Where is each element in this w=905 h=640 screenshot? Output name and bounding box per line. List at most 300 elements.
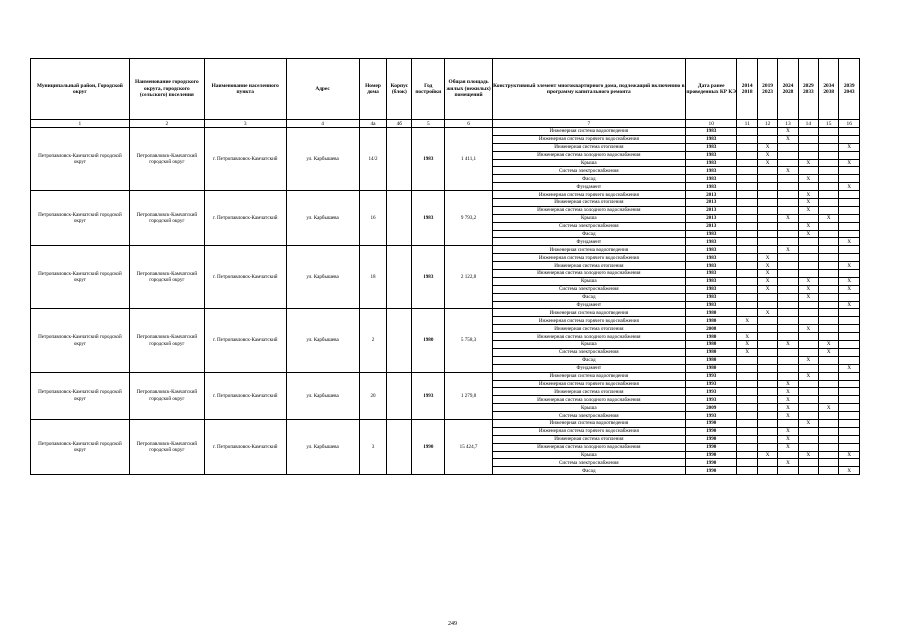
period-mark-cell <box>737 246 757 254</box>
column-number: 13 <box>778 120 798 128</box>
element-cell: Инженерная система холодного водоснабжения <box>492 443 685 451</box>
period-mark-cell <box>819 419 839 427</box>
header-cell: Муниципальный район, Городской округ <box>31 59 130 120</box>
period-mark-cell <box>778 143 798 151</box>
period-mark-cell: X <box>819 404 839 412</box>
period-mark-cell <box>737 151 757 159</box>
element-cell: Фасад <box>492 356 685 364</box>
period-mark-cell <box>819 246 839 254</box>
period-mark-cell <box>757 333 777 341</box>
previous-repair-date-cell: 1983 <box>685 183 737 191</box>
previous-repair-date-cell: 1990 <box>685 419 737 427</box>
period-mark-cell <box>757 396 777 404</box>
period-mark-cell <box>737 435 757 443</box>
period-mark-cell: X <box>798 372 818 380</box>
period-mark-cell <box>737 412 757 420</box>
element-cell: Фасад <box>492 175 685 183</box>
previous-repair-date-cell: 2013 <box>685 191 737 199</box>
previous-repair-date-cell: 1980 <box>685 317 737 325</box>
period-mark-cell <box>757 325 777 333</box>
period-mark-cell <box>757 135 777 143</box>
period-mark-cell: X <box>737 341 757 349</box>
period-mark-cell <box>737 364 757 372</box>
period-mark-cell <box>757 175 777 183</box>
district-cell: Петропавловск-Камчатский городской округ <box>31 246 130 309</box>
locality-cell: г. Петропавловск-Камчатский <box>204 419 286 474</box>
element-cell: Инженерная система водоотведения <box>492 309 685 317</box>
header-cell: 2034 2038 <box>819 59 839 120</box>
block-cell <box>387 372 412 419</box>
period-mark-cell <box>757 128 777 136</box>
previous-repair-date-cell: 1983 <box>685 128 737 136</box>
previous-repair-date-cell: 1983 <box>685 159 737 167</box>
period-mark-cell <box>839 325 860 333</box>
period-mark-cell: X <box>839 301 860 309</box>
column-number: 11 <box>737 120 757 128</box>
period-mark-cell: X <box>757 309 777 317</box>
period-mark-cell <box>757 301 777 309</box>
period-mark-cell <box>839 222 860 230</box>
period-mark-cell <box>839 372 860 380</box>
locality-cell: г. Петропавловск-Камчатский <box>204 191 286 246</box>
period-mark-cell <box>778 285 798 293</box>
period-mark-cell: X <box>839 183 860 191</box>
header-cell: 2019 2023 <box>757 59 777 120</box>
period-mark-cell <box>798 183 818 191</box>
previous-repair-date-cell: 1983 <box>685 143 737 151</box>
period-mark-cell: X <box>798 159 818 167</box>
previous-repair-date-cell: 1990 <box>685 467 737 475</box>
period-mark-cell <box>757 467 777 475</box>
period-mark-cell <box>757 412 777 420</box>
period-mark-cell: X <box>839 143 860 151</box>
element-cell: Крыша <box>492 341 685 349</box>
block-cell <box>387 246 412 309</box>
period-mark-cell <box>839 214 860 222</box>
period-mark-cell <box>757 443 777 451</box>
area-cell: 5 758,3 <box>445 309 492 372</box>
period-mark-cell <box>819 222 839 230</box>
period-mark-cell: X <box>757 159 777 167</box>
period-mark-cell <box>839 270 860 278</box>
period-mark-cell <box>819 317 839 325</box>
previous-repair-date-cell: 1983 <box>685 277 737 285</box>
period-mark-cell <box>778 451 798 459</box>
period-mark-cell <box>757 199 777 207</box>
house-group <box>31 419 860 474</box>
block-cell <box>387 191 412 246</box>
period-mark-cell <box>757 191 777 199</box>
period-mark-cell <box>798 309 818 317</box>
period-mark-cell: X <box>798 451 818 459</box>
period-mark-cell <box>778 262 798 270</box>
period-mark-cell <box>819 459 839 467</box>
period-mark-cell <box>737 214 757 222</box>
header-cell: Наименование населенного пункта <box>204 59 286 120</box>
period-mark-cell <box>839 443 860 451</box>
period-mark-cell <box>819 356 839 364</box>
element-cell: Фасад <box>492 230 685 238</box>
period-mark-cell <box>737 309 757 317</box>
street-cell: ул. Карбышева <box>286 246 359 309</box>
period-mark-cell: X <box>737 333 757 341</box>
period-mark-cell <box>798 254 818 262</box>
period-mark-cell <box>757 364 777 372</box>
previous-repair-date-cell: 1980 <box>685 364 737 372</box>
period-mark-cell <box>778 230 798 238</box>
previous-repair-date-cell: 1983 <box>685 262 737 270</box>
period-mark-cell <box>757 348 777 356</box>
period-mark-cell <box>798 270 818 278</box>
period-mark-cell <box>757 388 777 396</box>
period-mark-cell <box>839 175 860 183</box>
period-mark-cell: X <box>778 459 798 467</box>
period-mark-cell <box>778 183 798 191</box>
period-mark-cell: X <box>778 443 798 451</box>
period-mark-cell: X <box>839 285 860 293</box>
period-mark-cell: X <box>839 467 860 475</box>
period-mark-cell <box>839 380 860 388</box>
period-mark-cell <box>737 199 757 207</box>
period-mark-cell: X <box>798 230 818 238</box>
period-mark-cell <box>819 199 839 207</box>
column-number-row <box>31 120 860 128</box>
period-mark-cell: X <box>819 341 839 349</box>
previous-repair-date-cell: 1983 <box>685 293 737 301</box>
period-mark-cell <box>819 309 839 317</box>
house-group <box>31 372 860 419</box>
period-mark-cell: X <box>757 143 777 151</box>
house-number-cell: 2 <box>359 309 387 372</box>
column-number: 4б <box>387 120 412 128</box>
area-cell: 2 122,8 <box>445 246 492 309</box>
period-mark-cell: X <box>778 128 798 136</box>
previous-repair-date-cell: 1980 <box>685 356 737 364</box>
period-mark-cell <box>839 128 860 136</box>
previous-repair-date-cell: 1983 <box>685 285 737 293</box>
period-mark-cell: X <box>737 348 757 356</box>
capital-repair-table <box>30 58 860 475</box>
period-mark-cell <box>757 372 777 380</box>
period-mark-cell <box>819 159 839 167</box>
table-row <box>31 128 860 136</box>
period-mark-cell <box>757 317 777 325</box>
period-mark-cell <box>737 325 757 333</box>
period-mark-cell <box>737 191 757 199</box>
element-cell: Система электроснабжения <box>492 348 685 356</box>
previous-repair-date-cell: 2009 <box>685 404 737 412</box>
period-mark-cell <box>737 356 757 364</box>
element-cell: Инженерная система отопления <box>492 325 685 333</box>
table-row <box>31 191 860 199</box>
element-cell: Инженерная система горячего водоснабжения <box>492 427 685 435</box>
period-mark-cell: X <box>798 222 818 230</box>
house-number-cell: 20 <box>359 372 387 419</box>
element-cell: Инженерная система отопления <box>492 199 685 207</box>
period-mark-cell: X <box>798 175 818 183</box>
period-mark-cell <box>798 238 818 246</box>
column-number: 7 <box>492 120 685 128</box>
period-mark-cell <box>819 151 839 159</box>
element-cell: Инженерная система холодного водоснабжения <box>492 333 685 341</box>
period-mark-cell <box>737 388 757 396</box>
period-mark-cell <box>757 222 777 230</box>
period-mark-cell <box>757 404 777 412</box>
period-mark-cell: X <box>839 364 860 372</box>
page-number: 249 <box>448 621 457 627</box>
previous-repair-date-cell: 1980 <box>685 333 737 341</box>
period-mark-cell: X <box>819 214 839 222</box>
settlement-cell: Петропавловск-Камчатский городской округ <box>129 309 204 372</box>
period-mark-cell: X <box>798 199 818 207</box>
period-mark-cell <box>737 262 757 270</box>
previous-repair-date-cell: 1980 <box>685 341 737 349</box>
district-cell: Петропавловск-Камчатский городской округ <box>31 309 130 372</box>
period-mark-cell: X <box>839 277 860 285</box>
settlement-cell: Петропавловск-Камчатский городской округ <box>129 419 204 474</box>
period-mark-cell <box>737 419 757 427</box>
period-mark-cell <box>839 199 860 207</box>
period-mark-cell <box>737 396 757 404</box>
period-mark-cell <box>798 467 818 475</box>
element-cell: Система электроснабжения <box>492 412 685 420</box>
header-cell: Год постройки <box>412 59 445 120</box>
column-number: 4 <box>286 120 359 128</box>
period-mark-cell: X <box>757 270 777 278</box>
period-mark-cell <box>839 246 860 254</box>
previous-repair-date-cell: 1983 <box>685 230 737 238</box>
period-mark-cell: X <box>778 435 798 443</box>
period-mark-cell <box>819 183 839 191</box>
period-mark-cell <box>737 372 757 380</box>
period-mark-cell <box>757 459 777 467</box>
element-cell: Система электроснабжения <box>492 459 685 467</box>
period-mark-cell <box>778 301 798 309</box>
period-mark-cell <box>839 404 860 412</box>
block-cell <box>387 309 412 372</box>
period-mark-cell: X <box>757 277 777 285</box>
period-mark-cell <box>819 364 839 372</box>
period-mark-cell <box>819 380 839 388</box>
element-cell: Инженерная система холодного водоснабжения <box>492 151 685 159</box>
period-mark-cell <box>839 356 860 364</box>
element-cell: Фундамент <box>492 183 685 191</box>
period-mark-cell <box>778 277 798 285</box>
period-mark-cell <box>778 199 798 207</box>
period-mark-cell <box>798 246 818 254</box>
period-mark-cell <box>798 151 818 159</box>
period-mark-cell <box>819 301 839 309</box>
period-mark-cell <box>778 364 798 372</box>
period-mark-cell <box>798 262 818 270</box>
period-mark-cell <box>737 206 757 214</box>
previous-repair-date-cell: 1980 <box>685 348 737 356</box>
area-cell: 15 424,7 <box>445 419 492 474</box>
element-cell: Инженерная система водоотведения <box>492 419 685 427</box>
period-mark-cell <box>819 396 839 404</box>
column-number: 1 <box>31 120 130 128</box>
column-number: 15 <box>819 120 839 128</box>
period-mark-cell <box>839 135 860 143</box>
period-mark-cell <box>757 356 777 364</box>
element-cell: Фасад <box>492 467 685 475</box>
column-number: 4а <box>359 120 387 128</box>
period-mark-cell <box>778 356 798 364</box>
house-number-cell: 14/2 <box>359 128 387 191</box>
period-mark-cell <box>819 230 839 238</box>
column-number: 6 <box>445 120 492 128</box>
column-number: 10 <box>685 120 737 128</box>
period-mark-cell: X <box>778 135 798 143</box>
period-mark-cell <box>798 214 818 222</box>
period-mark-cell <box>839 309 860 317</box>
period-mark-cell <box>737 128 757 136</box>
table-row <box>31 246 860 254</box>
period-mark-cell <box>778 419 798 427</box>
house-group <box>31 128 860 191</box>
period-mark-cell <box>778 372 798 380</box>
element-cell: Инженерная система водоотведения <box>492 372 685 380</box>
element-cell: Инженерная система отопления <box>492 143 685 151</box>
period-mark-cell <box>839 435 860 443</box>
element-cell: Инженерная система отопления <box>492 388 685 396</box>
previous-repair-date-cell: 2013 <box>685 206 737 214</box>
period-mark-cell <box>778 333 798 341</box>
period-mark-cell <box>839 427 860 435</box>
period-mark-cell <box>798 143 818 151</box>
previous-repair-date-cell: 1990 <box>685 451 737 459</box>
previous-repair-date-cell: 1990 <box>685 443 737 451</box>
element-cell: Инженерная система холодного водоснабжения <box>492 396 685 404</box>
period-mark-cell <box>778 467 798 475</box>
table-row <box>31 372 860 380</box>
period-mark-cell: X <box>778 246 798 254</box>
period-mark-cell <box>757 206 777 214</box>
previous-repair-date-cell: 1983 <box>685 167 737 175</box>
period-mark-cell <box>737 451 757 459</box>
period-mark-cell <box>819 467 839 475</box>
previous-repair-date-cell: 2013 <box>685 222 737 230</box>
table-row <box>31 419 860 427</box>
period-mark-cell <box>798 435 818 443</box>
period-mark-cell <box>757 214 777 222</box>
district-cell: Петропавловск-Камчатский городской округ <box>31 372 130 419</box>
build-year-cell: 1983 <box>412 246 445 309</box>
period-mark-cell <box>839 230 860 238</box>
header-cell: Дата ранее проведенных КР КЭ <box>685 59 737 120</box>
period-mark-cell <box>839 254 860 262</box>
period-mark-cell <box>819 167 839 175</box>
period-mark-cell <box>737 230 757 238</box>
previous-repair-date-cell: 1993 <box>685 412 737 420</box>
period-mark-cell: X <box>778 341 798 349</box>
previous-repair-date-cell: 1993 <box>685 396 737 404</box>
previous-repair-date-cell: 2008 <box>685 325 737 333</box>
period-mark-cell <box>798 128 818 136</box>
period-mark-cell <box>819 277 839 285</box>
period-mark-cell <box>737 159 757 167</box>
element-cell: Инженерная система горячего водоснабжения <box>492 191 685 199</box>
period-mark-cell: X <box>798 206 818 214</box>
period-mark-cell: X <box>737 317 757 325</box>
build-year-cell: 1980 <box>412 309 445 372</box>
period-mark-cell <box>737 175 757 183</box>
area-cell: 9 793,2 <box>445 191 492 246</box>
period-mark-cell <box>839 206 860 214</box>
table-row <box>31 309 860 317</box>
period-mark-cell: X <box>778 412 798 420</box>
period-mark-cell <box>819 325 839 333</box>
period-mark-cell <box>778 206 798 214</box>
header-cell: 2024 2028 <box>778 59 798 120</box>
period-mark-cell <box>819 285 839 293</box>
period-mark-cell <box>778 222 798 230</box>
period-mark-cell <box>798 135 818 143</box>
period-mark-cell: X <box>839 159 860 167</box>
period-mark-cell <box>737 277 757 285</box>
period-mark-cell <box>757 167 777 175</box>
header-cell: Конструктивный элемент многоквартирного дома, подлежащий включению в программу капитального ремонта <box>492 59 685 120</box>
previous-repair-date-cell: 1990 <box>685 435 737 443</box>
element-cell: Фасад <box>492 293 685 301</box>
period-mark-cell <box>737 293 757 301</box>
period-mark-cell <box>798 333 818 341</box>
period-mark-cell <box>798 167 818 175</box>
period-mark-cell <box>757 293 777 301</box>
previous-repair-date-cell: 1983 <box>685 301 737 309</box>
period-mark-cell <box>737 380 757 388</box>
period-mark-cell <box>778 348 798 356</box>
period-mark-cell <box>778 191 798 199</box>
period-mark-cell: X <box>757 254 777 262</box>
period-mark-cell: X <box>819 348 839 356</box>
period-mark-cell <box>737 238 757 246</box>
element-cell: Система электроснабжения <box>492 167 685 175</box>
build-year-cell: 1983 <box>412 191 445 246</box>
period-mark-cell <box>737 135 757 143</box>
period-mark-cell <box>757 435 777 443</box>
period-mark-cell <box>839 191 860 199</box>
block-cell <box>387 128 412 191</box>
period-mark-cell <box>819 435 839 443</box>
period-mark-cell <box>798 404 818 412</box>
period-mark-cell <box>757 341 777 349</box>
period-mark-cell <box>819 143 839 151</box>
house-number-cell: 18 <box>359 246 387 309</box>
element-cell: Инженерная система отопления <box>492 262 685 270</box>
element-cell: Инженерная система холодного водоснабжения <box>492 270 685 278</box>
locality-cell: г. Петропавловск-Камчатский <box>204 128 286 191</box>
period-mark-cell: X <box>798 277 818 285</box>
area-cell: 1 279,8 <box>445 372 492 419</box>
period-mark-cell <box>819 293 839 301</box>
period-mark-cell <box>737 167 757 175</box>
element-cell: Инженерная система водоотведения <box>492 246 685 254</box>
period-mark-cell <box>819 427 839 435</box>
period-mark-cell <box>798 364 818 372</box>
previous-repair-date-cell: 1983 <box>685 270 737 278</box>
element-cell: Инженерная система горячего водоснабжения <box>492 380 685 388</box>
period-mark-cell: X <box>839 238 860 246</box>
column-number: 2 <box>129 120 204 128</box>
header-cell: 2039 2043 <box>839 59 860 120</box>
period-mark-cell <box>819 254 839 262</box>
period-mark-cell <box>798 380 818 388</box>
period-mark-cell <box>839 348 860 356</box>
period-mark-cell <box>798 301 818 309</box>
period-mark-cell <box>778 238 798 246</box>
previous-repair-date-cell: 1990 <box>685 427 737 435</box>
